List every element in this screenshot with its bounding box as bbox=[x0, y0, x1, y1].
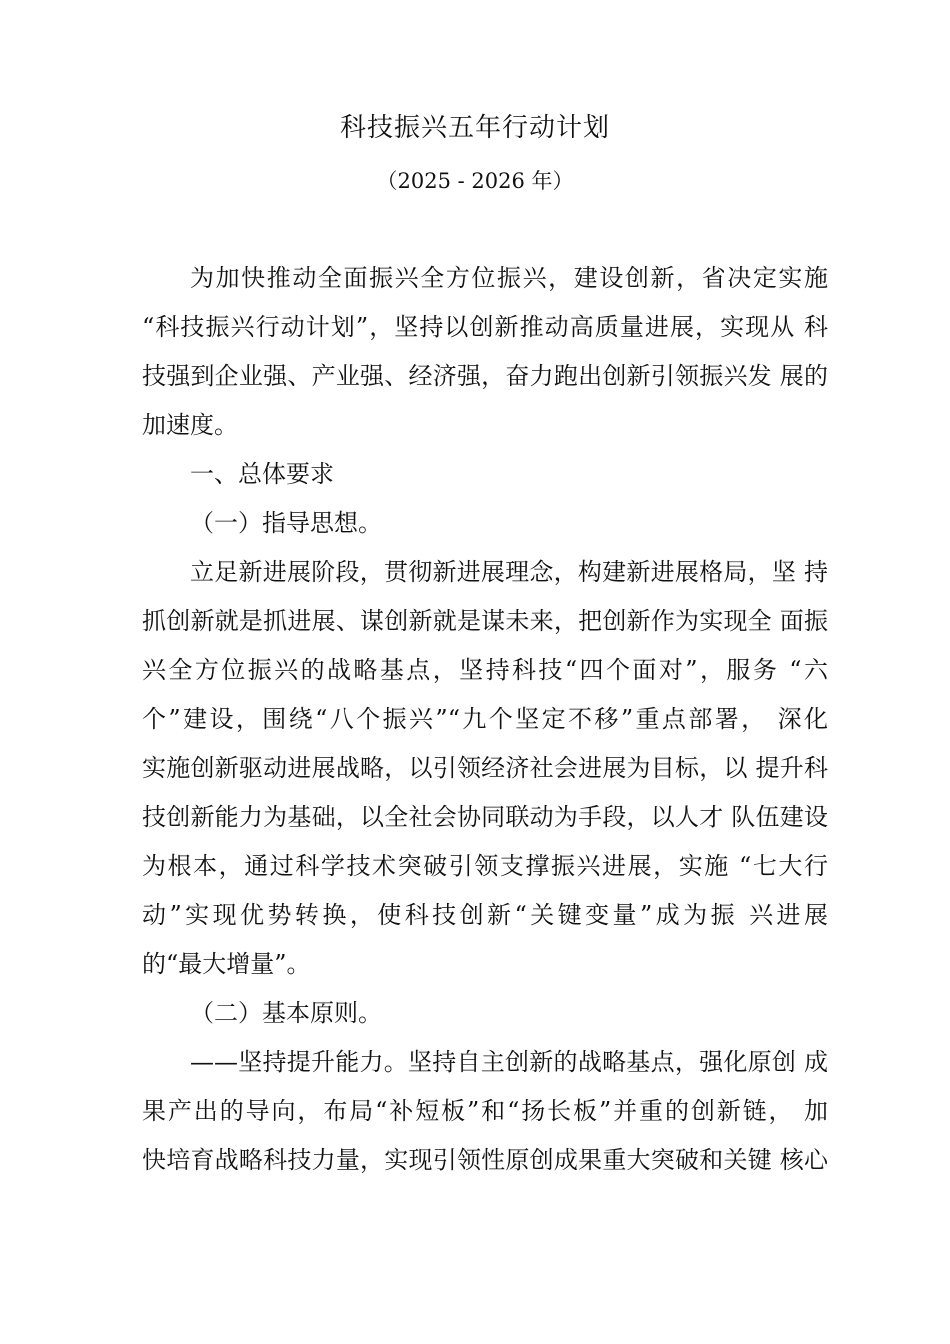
subsection-heading-text: （二）基本原则。 bbox=[190, 999, 382, 1027]
text-line: 为根本，通过科学技术突破引领支撑振兴进展，实施 “七大行 bbox=[142, 852, 828, 880]
section-heading-text: 一、总体要求 bbox=[190, 460, 334, 488]
subsection-heading bbox=[142, 989, 828, 1038]
text-line: 果产出的导向，布局“补短板”和“扬长板”并重的创新链， 加 bbox=[142, 1097, 828, 1125]
document-title: 科技振兴五年行动计划 bbox=[339, 113, 610, 143]
text-line: 快培育战略科技力量，实现引领性原创成果重大突破和关键 核心 bbox=[142, 1146, 828, 1174]
text-line: 动”实现优势转换，使科技创新“关键变量”成为振 兴进展 bbox=[142, 901, 828, 929]
paragraph bbox=[142, 1038, 828, 1185]
text-line: 技创新能力为基础，以全社会协同联动为手段，以人才 队伍建设 bbox=[142, 803, 828, 831]
text-line: 兴全方位振兴的战略基点，坚持科技“四个面对”，服务 “六 bbox=[142, 656, 828, 684]
text-line: 加速度。 bbox=[142, 411, 238, 439]
document-subtitle: （2025 - 2026 年） bbox=[376, 169, 574, 193]
text-line: 抓创新就是抓进展、谋创新就是谋未来，把创新作为实现全 面振 bbox=[142, 607, 828, 635]
text-line: 为加快推动全面振兴全方位振兴，建设创新，省决定实施 bbox=[190, 264, 828, 292]
text-line: ——坚持提升能力。坚持自主创新的战略基点，强化原创 成 bbox=[190, 1048, 828, 1076]
subsection-heading-text: （一）指导思想。 bbox=[190, 509, 382, 537]
subsection-heading bbox=[142, 499, 828, 548]
text-line: 技强到企业强、产业强、经济强，奋力跑出创新引领振兴发 展的 bbox=[142, 362, 828, 390]
section-heading bbox=[142, 450, 828, 499]
text-line: 实施创新驱动进展战略，以引领经济社会进展为目标，以 提升科 bbox=[142, 754, 828, 782]
text-line: 立足新进展阶段，贯彻新进展理念，构建新进展格局，坚 持 bbox=[190, 558, 828, 586]
text-line: 的“最大增量”。 bbox=[142, 950, 311, 978]
paragraph bbox=[142, 548, 828, 989]
paragraph bbox=[142, 254, 828, 450]
document-body bbox=[142, 254, 828, 1185]
text-line: “科技振兴行动计划”，坚持以创新推动高质量进展，实现从 科 bbox=[142, 313, 828, 341]
text-line: 个”建设，围绕“八个振兴”“九个坚定不移”重点部署， 深化 bbox=[142, 705, 828, 733]
